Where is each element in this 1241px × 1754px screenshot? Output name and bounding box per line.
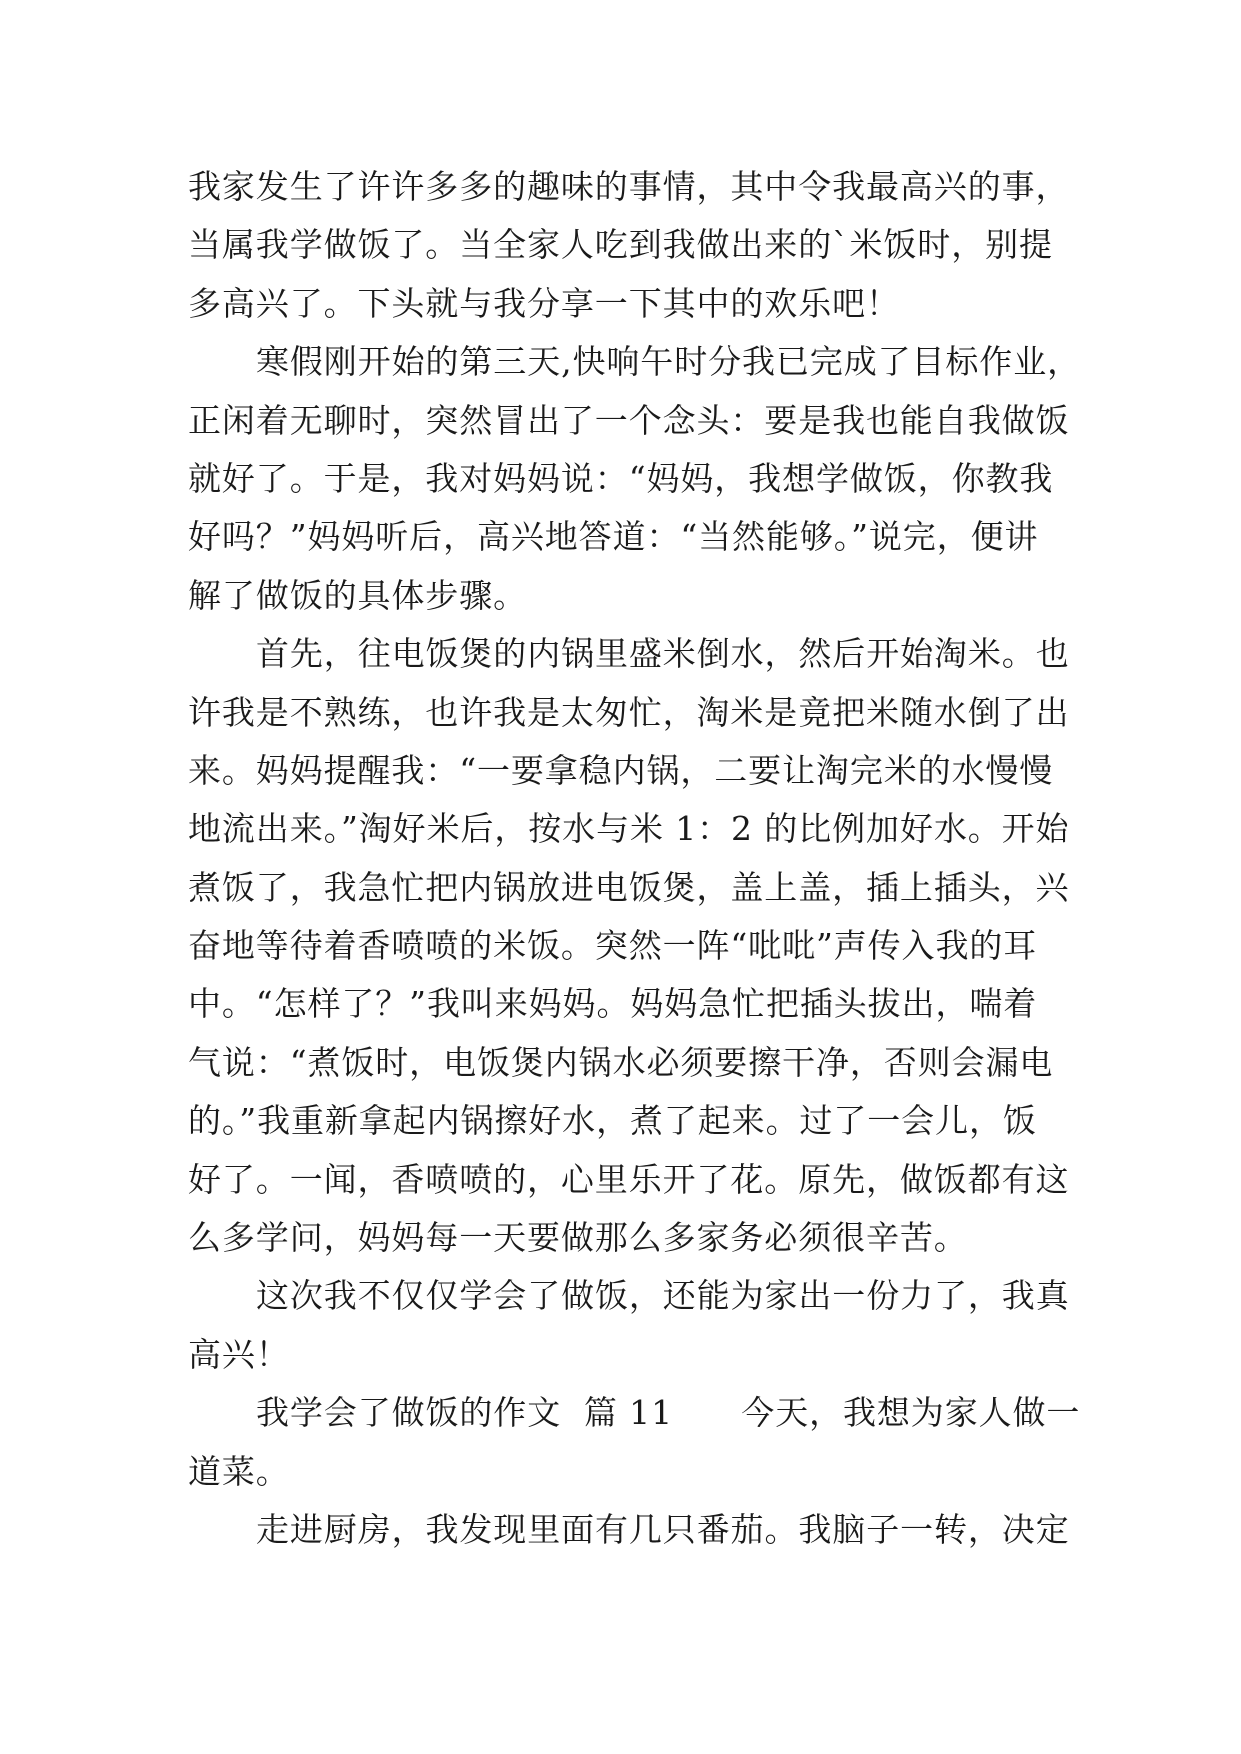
text-line: 来。妈妈提醒我：“一要拿稳内锅，二要让淘完米的水慢慢 — [188, 750, 1054, 790]
paragraph-first-line: 寒假刚开始的第三天,快响午时分我已完成了目标作业， — [256, 342, 1081, 382]
text-line: 高兴！ — [188, 1334, 290, 1374]
text-line: 我家发生了许许多多的趣味的事情，其中令我最高兴的事， — [188, 167, 1070, 206]
paragraph-first-line: 这次我不仅仅学会了做饭，还能为家出一份力了，我真 — [256, 1276, 1070, 1316]
essay-text — [188, 158, 1081, 1559]
text-line: 正闲着无聊时，突然冒出了一个念头：要是我也能自我做饭 — [188, 400, 1070, 440]
text-line: 气说：“煮饭时，电饭煲内锅水必须要擦干净，否则会漏电 — [188, 1042, 1054, 1082]
text-line: 的。”我重新拿起内锅擦好水，煮了起来。过了一会儿，饭 — [188, 1101, 1037, 1141]
text-line: 么多学问，妈妈每一天要做那么多家务必须很辛苦。 — [188, 1218, 968, 1258]
text-line: 好了。一闻，香喷喷的，心里乐开了花。原先，做饭都有这 — [188, 1159, 1070, 1199]
text-line: 多高兴了。下头就与我分享一下其中的欢乐吧！ — [188, 283, 900, 323]
text-line: 道菜。 — [188, 1451, 290, 1491]
paragraph-first-line: 我学会了做饭的作文 篇 11 今天，我想为家人做一 — [256, 1393, 1081, 1433]
text-line: 当属我学做饭了。当全家人吃到我做出来的`米饭时，别提 — [188, 225, 1053, 265]
paragraph-first-line: 首先，往电饭煲的内锅里盛米倒水，然后开始淘米。也 — [256, 634, 1070, 674]
text-line: 解了做饭的具体步骤。 — [188, 575, 527, 615]
text-line: 中。“怎样了？”我叫来妈妈。妈妈急忙把插头拔出，喘着 — [188, 984, 1038, 1024]
text-line: 许我是不熟练，也许我是太匆忙，淘米是竟把米随水倒了出 — [188, 692, 1070, 732]
text-line: 奋地等待着香喷喷的米饭。突然一阵“吡吡”声传入我的耳 — [188, 926, 1038, 966]
paragraph-first-line: 走进厨房，我发现里面有几只番茄。我脑子一转，决定 — [256, 1509, 1070, 1549]
text-line: 就好了。于是，我对妈妈说：“妈妈，我想学做饭，你教我 — [188, 458, 1054, 498]
text-line: 好吗？”妈妈听后，高兴地答道：“当然能够。”说完，便讲 — [188, 517, 1039, 557]
text-line: 地流出来。”淘好米后，按水与米 1：2 的比例加好水。开始 — [188, 809, 1070, 849]
text-line: 煮饭了，我急忙把内锅放进电饭煲，盖上盖，插上插头，兴 — [188, 867, 1070, 907]
